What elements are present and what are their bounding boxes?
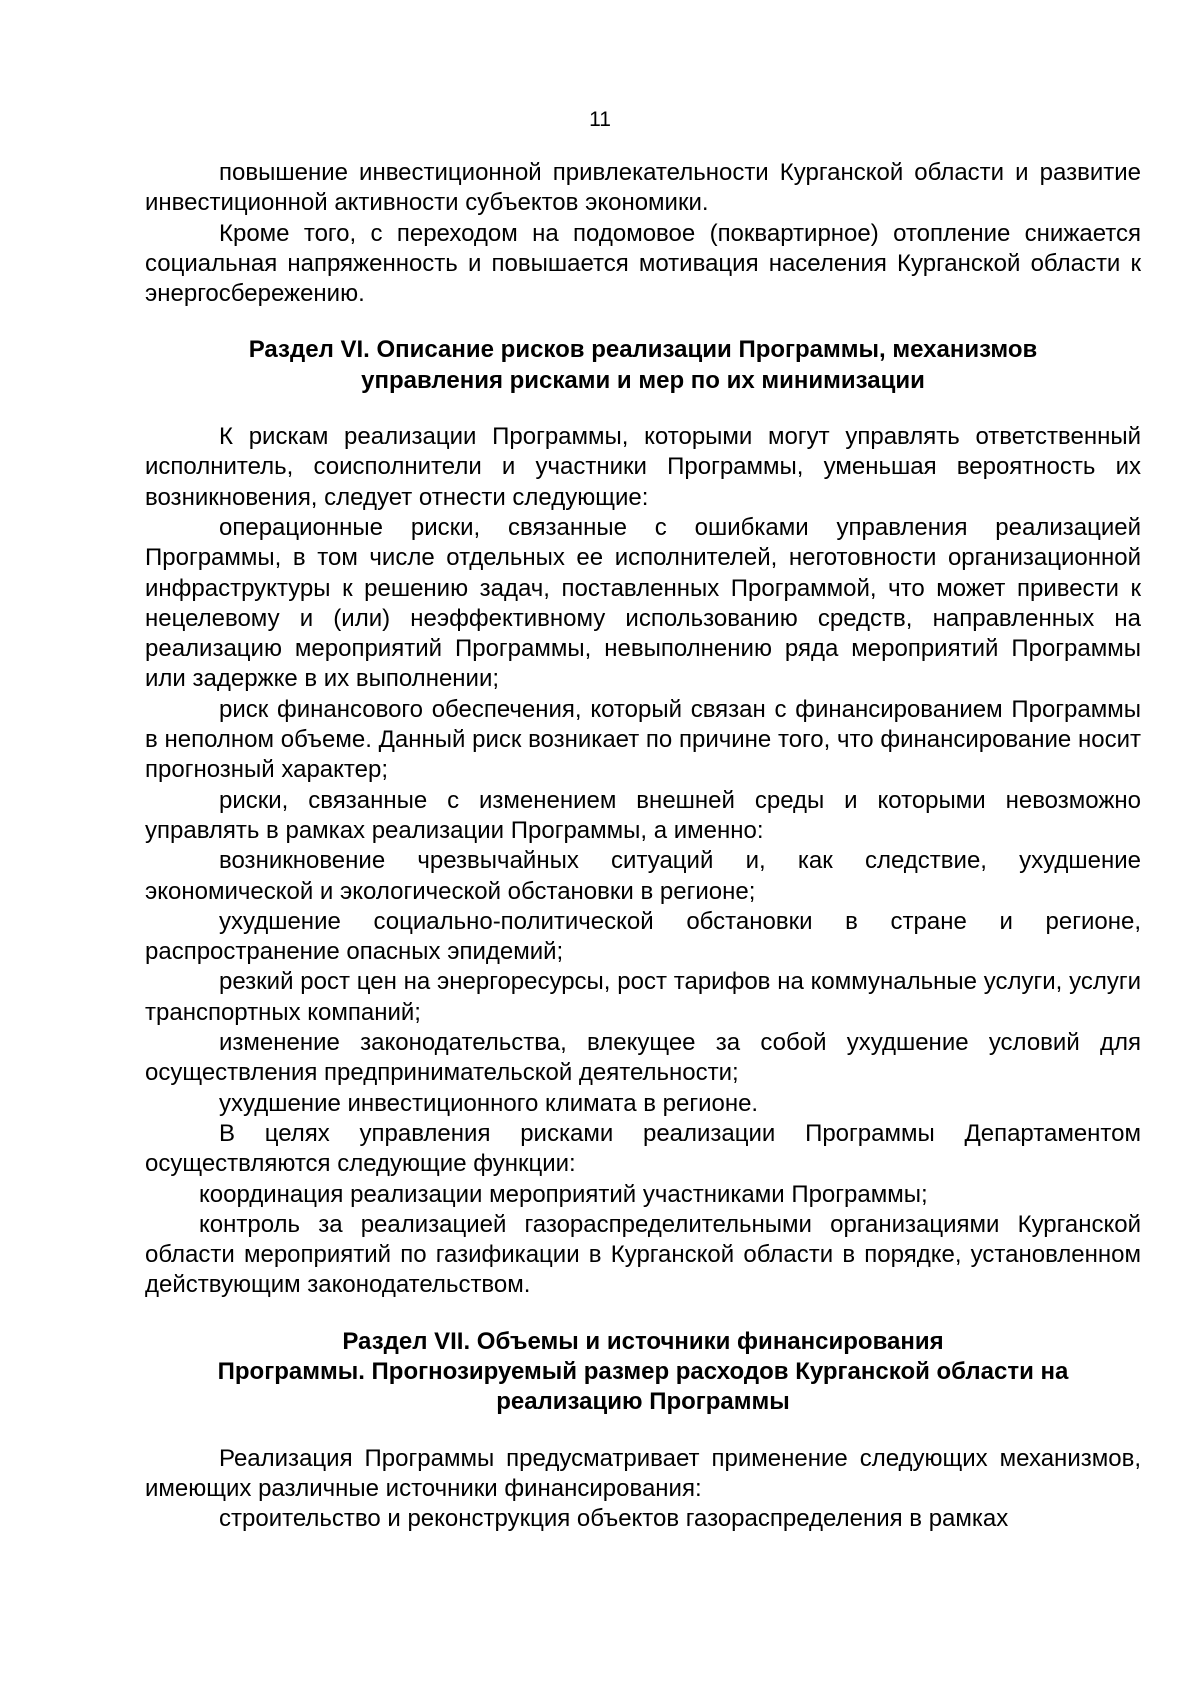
document-body xyxy=(145,158,1141,1534)
paragraph: ухудшение социально-политической обстановки в стране и регионе, распространение опасных эпидемий; xyxy=(145,907,1141,966)
paragraph: повышение инвестиционной привлекательности Курганской области и развитие инвестиционной активности субъектов экономики. xyxy=(145,159,1141,217)
section-6-heading-line: управления рисками и мер по их минимизации xyxy=(361,366,925,394)
section-6-heading xyxy=(145,335,1141,396)
paragraph: риск финансового обеспечения, который связан с финансированием Программы в неполном объеме. Данный риск возникает по причине того, что финансирование носит прогнозный характер; xyxy=(145,695,1141,784)
paragraph: риски, связанные с изменением внешней среды и которыми невозможно управлять в рамках реализации Программы, а именно: xyxy=(145,786,1141,844)
section-7-heading-line: Раздел VII. Объемы и источники финансирования xyxy=(342,1327,944,1355)
paragraph: операционные риски, связанные с ошибками управления реализацией Программы, в том числе отдельных ее исполнителей, неготовности организационной инфраструктуры к решению задач, поставленных Программой, что может привести к нецелевому и (или) неэффективному использованию средств, направленных на реализацию мероприятий Программы, невыполнению ряда мероприятий Программы или задержке в их выполнении; xyxy=(145,513,1141,693)
paragraph: Реализация Программы предусматривает применение следующих механизмов, имеющих различные источники финансирования: xyxy=(145,1444,1141,1502)
function-item: контроль за реализацией газораспределительными организациями Курганской области мероприятий по газификации в Курганской области в порядке, установленном действующим законодательством. xyxy=(145,1210,1141,1299)
section-6-heading-line: Раздел VI. Описание рисков реализации Программы, механизмов xyxy=(248,336,1038,364)
paragraph: ухудшение инвестиционного климата в регионе. xyxy=(219,1089,759,1117)
paragraph: К рискам реализации Программы, которыми могут управлять ответственный исполнитель, соисполнители и участники Программы, уменьшая вероятность их возникновения, следует отнести следующие: xyxy=(145,423,1141,511)
section-7-heading xyxy=(145,1327,1141,1418)
paragraph: В целях управления рисками реализации Программы Департаментом осуществляются следующие функции: xyxy=(145,1119,1141,1178)
page-number: 11 xyxy=(589,108,611,131)
section-7-heading-line: Программы. Прогнозируемый размер расходов Курганской области на xyxy=(217,1357,1069,1385)
paragraph: возникновение чрезвычайных ситуаций и, как следствие, ухудшение экономической и экологической обстановки в регионе; xyxy=(145,847,1141,905)
paragraph: строительство и реконструкция объектов газораспределения в рамках xyxy=(219,1505,1009,1533)
paragraph: резкий рост цен на энергоресурсы, рост тарифов на коммунальные услуги, услуги транспортных компаний; xyxy=(145,968,1141,1026)
paragraph: изменение законодательства, влекущее за собой ухудшение условий для осуществления предпринимательской деятельности; xyxy=(145,1029,1141,1087)
paragraph: Кроме того, с переходом на подомовое (поквартирное) отопление снижается социальная напряженность и повышается мотивация населения Курганской области к энергосбережению. xyxy=(145,219,1141,308)
function-item: координация реализации мероприятий участниками Программы; xyxy=(199,1180,928,1208)
section-7-heading-line: реализацию Программы xyxy=(496,1388,790,1416)
